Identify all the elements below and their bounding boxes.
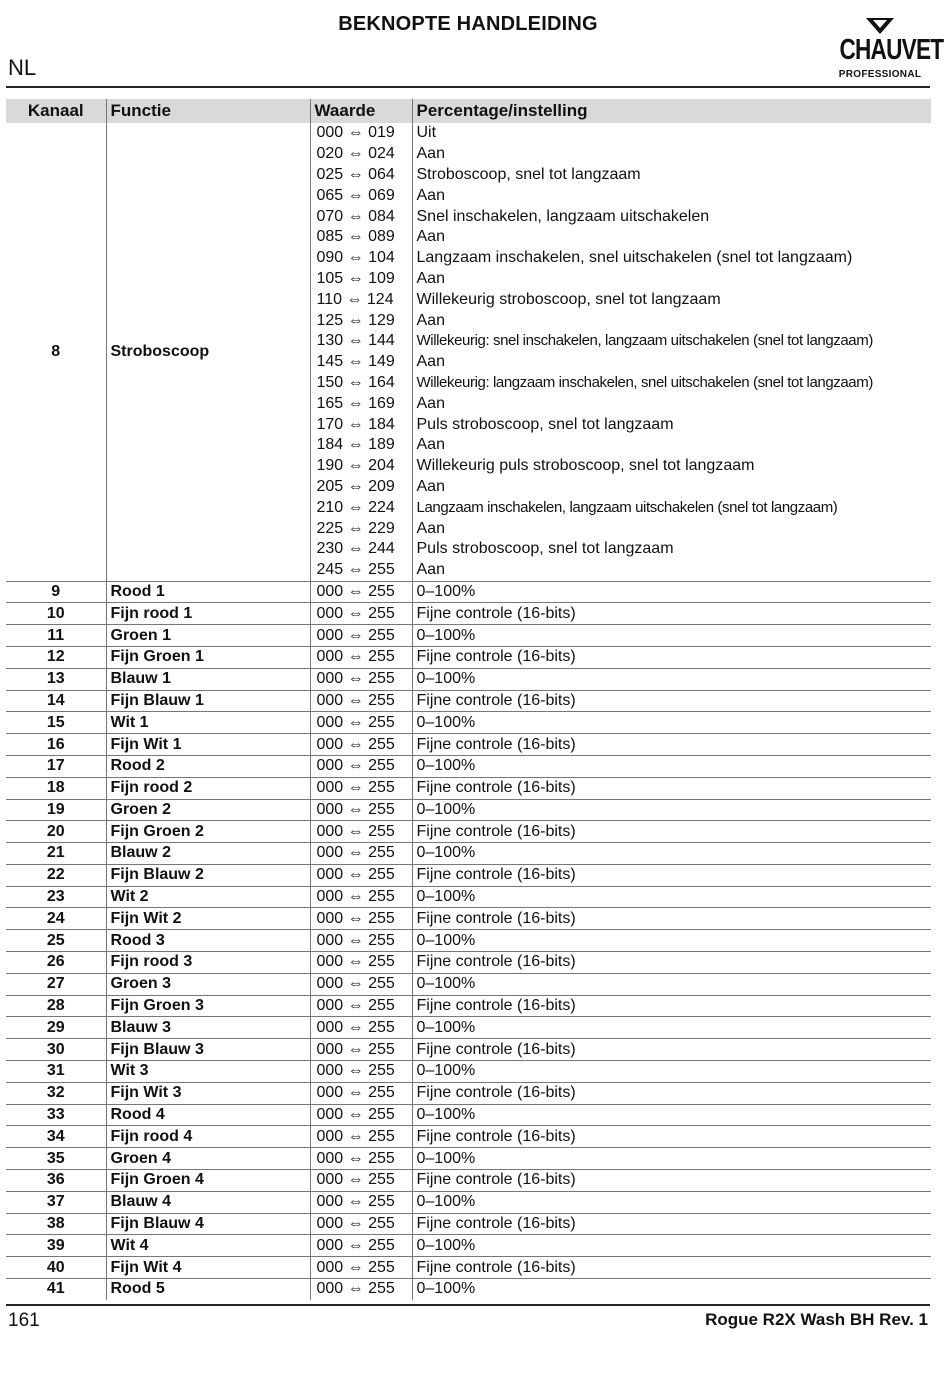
- value-range: 000 ⇔ 255: [310, 603, 412, 625]
- channel-number: 20: [6, 821, 106, 843]
- channel-function: Fijn Blauw 3: [106, 1039, 310, 1061]
- setting-description: Puls stroboscoop, snel tot langzaam: [412, 539, 931, 560]
- channel-row: [6, 712, 931, 734]
- setting-description: 0–100%: [412, 1104, 931, 1126]
- channel-function: Rood 3: [106, 930, 310, 952]
- channel-function: Groen 4: [106, 1148, 310, 1170]
- channel-row: [6, 886, 931, 908]
- channel-number: 10: [6, 603, 106, 625]
- value-range: 184 ⇔ 189: [310, 435, 412, 456]
- setting-description: Fijne controle (16-bits): [412, 995, 931, 1017]
- setting-description: Stroboscoop, snel tot langzaam: [412, 165, 931, 186]
- setting-description: Fijne controle (16-bits): [412, 1213, 931, 1235]
- setting-description: 0–100%: [412, 973, 931, 995]
- channel-row: [6, 1017, 931, 1039]
- setting-description: Aan: [412, 560, 931, 581]
- channel-function: Fijn Wit 1: [106, 734, 310, 756]
- setting-description: Aan: [412, 393, 931, 414]
- header-kanaal: Kanaal: [6, 99, 106, 123]
- channel-row: [6, 646, 931, 668]
- logo-brand: CHAUVET: [839, 34, 944, 66]
- channel-number: 31: [6, 1061, 106, 1083]
- channel-number: 12: [6, 646, 106, 668]
- channel-number: 37: [6, 1191, 106, 1213]
- value-range: 000 ⇔ 255: [310, 1148, 412, 1170]
- channel-row: [6, 1213, 931, 1235]
- value-range: 110 ⇔ 124: [310, 289, 412, 310]
- channel-number: 29: [6, 1017, 106, 1039]
- value-range: 130 ⇔ 144: [310, 331, 412, 352]
- channel-number: 41: [46, 1280, 65, 1298]
- value-range: 000 ⇔ 255: [310, 668, 412, 690]
- setting-description: 0–100%: [412, 843, 931, 865]
- value-range: 225 ⇔ 229: [310, 518, 412, 539]
- setting-description: Fijne controle (16-bits): [412, 646, 931, 668]
- channel-number: 23: [6, 886, 106, 908]
- setting-description: 0–100%: [412, 625, 931, 647]
- channel-number: 22: [6, 864, 106, 886]
- header-rule: [6, 86, 930, 88]
- value-range: 000 ⇔ 255: [310, 755, 412, 777]
- channel-function: Wit 3: [106, 1061, 310, 1083]
- value-range: 000 ⇔ 255: [310, 1170, 412, 1192]
- channel-function: Fijn Groen 2: [106, 821, 310, 843]
- channel-number: 35: [6, 1148, 106, 1170]
- value-range: 000 ⇔ 255: [310, 973, 412, 995]
- channel-function: Fijn Groen 1: [106, 646, 310, 668]
- setting-description: Willekeurig: snel inschakelen, langzaam uitschakelen (snel tot langzaam): [412, 331, 931, 352]
- value-range: 000 ⇔ 255: [310, 843, 412, 865]
- channel-row: [6, 930, 931, 952]
- channel-number: 27: [6, 973, 106, 995]
- value-range: 000 ⇔ 255: [310, 712, 412, 734]
- channel-function: Fijn rood 4: [106, 1126, 310, 1148]
- document-reference: Rogue R2X Wash BH Rev. 1: [705, 1310, 928, 1329]
- channel-row: [6, 668, 931, 690]
- channel-number: 18: [6, 777, 106, 799]
- channel-number: 9: [6, 581, 106, 603]
- channel-row: [6, 995, 931, 1017]
- value-range: 025 ⇔ 064: [310, 165, 412, 186]
- channel-function: Fijn Wit 3: [106, 1082, 310, 1104]
- channel-function: Wit 4: [106, 1235, 310, 1257]
- value-range: 000 ⇔ 255: [310, 777, 412, 799]
- channel-number: 21: [6, 843, 106, 865]
- logo-subtitle: PROFESSIONAL: [838, 69, 922, 80]
- channel-function: Fijn Groen 4: [106, 1170, 310, 1192]
- setting-description: Snel inschakelen, langzaam uitschakelen: [412, 206, 931, 227]
- channel-row: [6, 734, 931, 756]
- channel-row: [6, 777, 931, 799]
- channel-row: [6, 1170, 931, 1192]
- channel-row: [6, 908, 931, 930]
- value-range: 000 ⇔ 255: [310, 886, 412, 908]
- setting-description: 0–100%: [412, 755, 931, 777]
- setting-description: 0–100%: [412, 1235, 931, 1257]
- setting-description: Fijne controle (16-bits): [412, 1257, 931, 1279]
- value-range: 000 ⇔ 255: [310, 1104, 412, 1126]
- setting-description: 0–100%: [412, 1191, 931, 1213]
- value-range: 125 ⇔ 129: [310, 310, 412, 331]
- header-functie: Functie: [106, 99, 310, 123]
- value-range: 000 ⇔ 255: [310, 864, 412, 886]
- value-range: 000 ⇔ 255: [310, 995, 412, 1017]
- setting-description: Aan: [412, 310, 931, 331]
- setting-description: Fijne controle (16-bits): [412, 1082, 931, 1104]
- setting-description: Aan: [412, 352, 931, 373]
- channel-function: Groen 2: [106, 799, 310, 821]
- setting-description: 0–100%: [412, 712, 931, 734]
- value-range: 000 ⇔ 255: [310, 799, 412, 821]
- setting-description: Langzaam inschakelen, langzaam uitschakelen (snel tot langzaam): [412, 497, 931, 518]
- channel-row: [6, 1039, 931, 1061]
- channel-number: 33: [6, 1104, 106, 1126]
- channel-row: [6, 952, 931, 974]
- value-range: 245 ⇔ 255: [310, 560, 412, 581]
- channel-number: 24: [6, 908, 106, 930]
- channel-function: Blauw 4: [106, 1191, 310, 1213]
- channel-function: Fijn Groen 3: [106, 995, 310, 1017]
- value-range: 205 ⇔ 209: [310, 477, 412, 498]
- value-range: 000 ⇔ 255: [310, 1061, 412, 1083]
- channel-function: Blauw 2: [106, 843, 310, 865]
- channel-function: Rood 5: [106, 1279, 310, 1300]
- value-range: 000 ⇔ 255: [310, 952, 412, 974]
- value-range: 000 ⇔ 255: [310, 734, 412, 756]
- setting-description: 0–100%: [412, 1061, 931, 1083]
- channel-function: Rood 1: [106, 581, 310, 603]
- channel-number: 16: [6, 734, 106, 756]
- channel-function: Groen 3: [106, 973, 310, 995]
- channel-function: Fijn Blauw 1: [106, 690, 310, 712]
- channel-number: 19: [6, 799, 106, 821]
- footer-rule: [6, 1304, 930, 1306]
- channel-number: 26: [6, 952, 106, 974]
- channel-number: 32: [6, 1082, 106, 1104]
- channel-row: [6, 973, 931, 995]
- channel-row: [6, 1082, 931, 1104]
- value-range: 210 ⇔ 224: [310, 497, 412, 518]
- header-percentage: Percentage/instelling: [412, 99, 931, 123]
- setting-description: Fijne controle (16-bits): [412, 1126, 931, 1148]
- value-range: 000 ⇔ 019: [310, 123, 412, 144]
- channel-row: [6, 755, 931, 777]
- channel-number: 36: [6, 1170, 106, 1192]
- channel-row: [6, 821, 931, 843]
- channel-row: [6, 603, 931, 625]
- value-range: 000 ⇔ 255: [310, 1257, 412, 1279]
- value-range: 000 ⇔ 255: [310, 930, 412, 952]
- value-range: 145 ⇔ 149: [310, 352, 412, 373]
- setting-description: Fijne controle (16-bits): [412, 734, 931, 756]
- channel-row: [6, 581, 931, 603]
- setting-description: Puls stroboscoop, snel tot langzaam: [412, 414, 931, 435]
- channel-function: Fijn rood 1: [106, 603, 310, 625]
- setting-description: Fijne controle (16-bits): [412, 603, 931, 625]
- channel-number: 25: [6, 930, 106, 952]
- setting-description: Fijne controle (16-bits): [412, 821, 931, 843]
- dmx-channel-table: [6, 99, 931, 1300]
- channel-number: 13: [6, 668, 106, 690]
- value-range: 000 ⇔ 255: [310, 581, 412, 603]
- setting-description: Aan: [412, 435, 931, 456]
- channel-row: [6, 690, 931, 712]
- channel-number: 15: [6, 712, 106, 734]
- channel-number: 39: [6, 1235, 106, 1257]
- setting-description: Willekeurig stroboscoop, snel tot langzaam: [412, 289, 931, 310]
- value-range: 000 ⇔ 255: [310, 1039, 412, 1061]
- value-range: 020 ⇔ 024: [310, 144, 412, 165]
- channel-row: [6, 1235, 931, 1257]
- value-range: 000 ⇔ 255: [310, 1017, 412, 1039]
- channel-function: Blauw 1: [106, 668, 310, 690]
- header-waarde: Waarde: [310, 99, 412, 123]
- value-range: 000 ⇔ 255: [310, 1082, 412, 1104]
- channel-row: [6, 1104, 931, 1126]
- setting-description: Langzaam inschakelen, snel uitschakelen (snel tot langzaam): [412, 248, 931, 269]
- channel-row: [6, 625, 931, 647]
- setting-description: Willekeurig puls stroboscoop, snel tot langzaam: [412, 456, 931, 477]
- setting-description: Aan: [412, 477, 931, 498]
- channel-number: 30: [6, 1039, 106, 1061]
- channel-row: [6, 1148, 931, 1170]
- channel-number: 40: [6, 1257, 106, 1279]
- channel-function: Rood 4: [106, 1104, 310, 1126]
- strobe-setting-row: [6, 123, 931, 144]
- value-range: 000 ⇔ 255: [310, 1191, 412, 1213]
- channel-row: [6, 1061, 931, 1083]
- channel-function: Fijn Blauw 4: [106, 1213, 310, 1235]
- value-range: 230 ⇔ 244: [310, 539, 412, 560]
- channel-function: Fijn Blauw 2: [106, 864, 310, 886]
- setting-description: Fijne controle (16-bits): [412, 1170, 931, 1192]
- setting-description: Fijne controle (16-bits): [412, 1039, 931, 1061]
- channel-row: [6, 799, 931, 821]
- channel-row: [6, 1126, 931, 1148]
- document-title: BEKNOPTE HANDLEIDING: [338, 13, 598, 35]
- setting-description: 0–100%: [412, 668, 931, 690]
- setting-description: Aan: [412, 227, 931, 248]
- setting-description: Fijne controle (16-bits): [412, 952, 931, 974]
- value-range: 000 ⇔ 255: [310, 821, 412, 843]
- channel-number: 8: [6, 123, 106, 581]
- value-range: 000 ⇔ 255: [310, 1126, 412, 1148]
- channel-number: 11: [6, 625, 106, 647]
- channel-function: Fijn Wit 2: [106, 908, 310, 930]
- value-range: 105 ⇔ 109: [310, 269, 412, 290]
- setting-description: Fijne controle (16-bits): [412, 690, 931, 712]
- setting-description: Fijne controle (16-bits): [412, 908, 931, 930]
- channel-row: [6, 1279, 931, 1300]
- value-range: 000 ⇔ 255: [310, 625, 412, 647]
- channel-row: [6, 843, 931, 865]
- setting-description: Aan: [412, 269, 931, 290]
- setting-description: Aan: [412, 144, 931, 165]
- value-range: 150 ⇔ 164: [310, 373, 412, 394]
- value-range: 000 ⇔ 255: [310, 1213, 412, 1235]
- value-range: 085 ⇔ 089: [310, 227, 412, 248]
- channel-function: Fijn Wit 4: [106, 1257, 310, 1279]
- channel-function: Groen 1: [106, 625, 310, 647]
- setting-description: Aan: [412, 185, 931, 206]
- value-range: 070 ⇔ 084: [310, 206, 412, 227]
- setting-description: 0–100%: [412, 886, 931, 908]
- setting-description: Fijne controle (16-bits): [412, 777, 931, 799]
- language-code: NL: [8, 55, 37, 80]
- channel-function: Blauw 3: [106, 1017, 310, 1039]
- table-header-row: [6, 99, 931, 123]
- channel-function: Rood 2: [106, 755, 310, 777]
- value-range: 170 ⇔ 184: [310, 414, 412, 435]
- channel-function: Fijn rood 3: [106, 952, 310, 974]
- channel-row: [6, 864, 931, 886]
- channel-function: Wit 1: [106, 712, 310, 734]
- setting-description: 0–100%: [412, 1017, 931, 1039]
- page-number: 161: [8, 1310, 40, 1331]
- value-range: 000 ⇔ 255: [310, 1279, 412, 1300]
- setting-description: Willekeurig: langzaam inschakelen, snel uitschakelen (snel tot langzaam): [412, 373, 931, 394]
- setting-description: Fijne controle (16-bits): [412, 864, 931, 886]
- channel-number: 17: [6, 755, 106, 777]
- channel-number: 14: [6, 690, 106, 712]
- setting-description: Aan: [412, 518, 931, 539]
- channel-function: Stroboscoop: [106, 123, 310, 581]
- channel-number: 34: [6, 1126, 106, 1148]
- channel-number: 28: [6, 995, 106, 1017]
- value-range: 000 ⇔ 255: [310, 690, 412, 712]
- setting-description: 0–100%: [412, 581, 931, 603]
- value-range: 165 ⇔ 169: [310, 393, 412, 414]
- value-range: 190 ⇔ 204: [310, 456, 412, 477]
- value-range: 090 ⇔ 104: [310, 248, 412, 269]
- channel-function: Wit 2: [106, 886, 310, 908]
- setting-description: 0–100%: [412, 1148, 931, 1170]
- channel-function: Fijn rood 2: [106, 777, 310, 799]
- value-range: 065 ⇔ 069: [310, 185, 412, 206]
- setting-description: 0–100%: [412, 1279, 931, 1300]
- setting-description: Uit: [412, 123, 931, 144]
- value-range: 000 ⇔ 255: [310, 646, 412, 668]
- setting-description: 0–100%: [412, 930, 931, 952]
- chauvet-logo: [828, 18, 944, 82]
- setting-description: 0–100%: [412, 799, 931, 821]
- table-body: [6, 123, 931, 1300]
- value-range: 000 ⇔ 255: [310, 908, 412, 930]
- value-range: 000 ⇔ 255: [310, 1235, 412, 1257]
- channel-row: [6, 1257, 931, 1279]
- channel-number: 38: [6, 1213, 106, 1235]
- channel-row: [6, 1191, 931, 1213]
